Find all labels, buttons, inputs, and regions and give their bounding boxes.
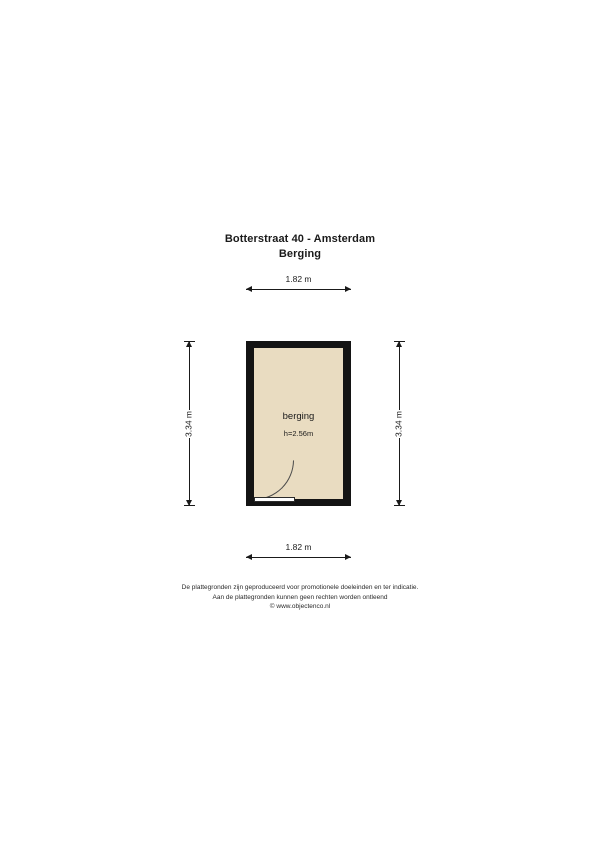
footer-disclaimer [0, 583, 600, 612]
arrow-left-icon [246, 554, 252, 560]
dimension-line [246, 557, 351, 558]
door-arc-icon [254, 460, 294, 500]
title-subtitle: Berging [278, 248, 322, 260]
footer-copyright: © www.objectenco.nl [269, 603, 331, 610]
footer-line-1: De plattegronden zijn geproduceerd voor promotionele doeleinden en ter indicatie. [181, 584, 419, 591]
footer-line-2: Aan de plattegronden kunnen geen rechten worden ontleend [212, 593, 388, 601]
room-height-label: h=2.56m [283, 429, 314, 438]
dimension-right-height-label: 3.34 m [392, 410, 407, 438]
title-address: Botterstraat 40 - Amsterdam [224, 233, 376, 245]
arrow-right-icon [345, 554, 351, 560]
dimension-bottom-width [246, 542, 351, 563]
door-leaf-icon [254, 497, 295, 502]
dimension-top-width-label: 1.82 m [275, 274, 323, 285]
dimension-bottom-width-label: 1.82 m [275, 542, 323, 553]
dimension-left-height-label: 3.34 m [182, 410, 197, 438]
door-swing [254, 460, 300, 506]
room-label: berging [282, 411, 315, 422]
